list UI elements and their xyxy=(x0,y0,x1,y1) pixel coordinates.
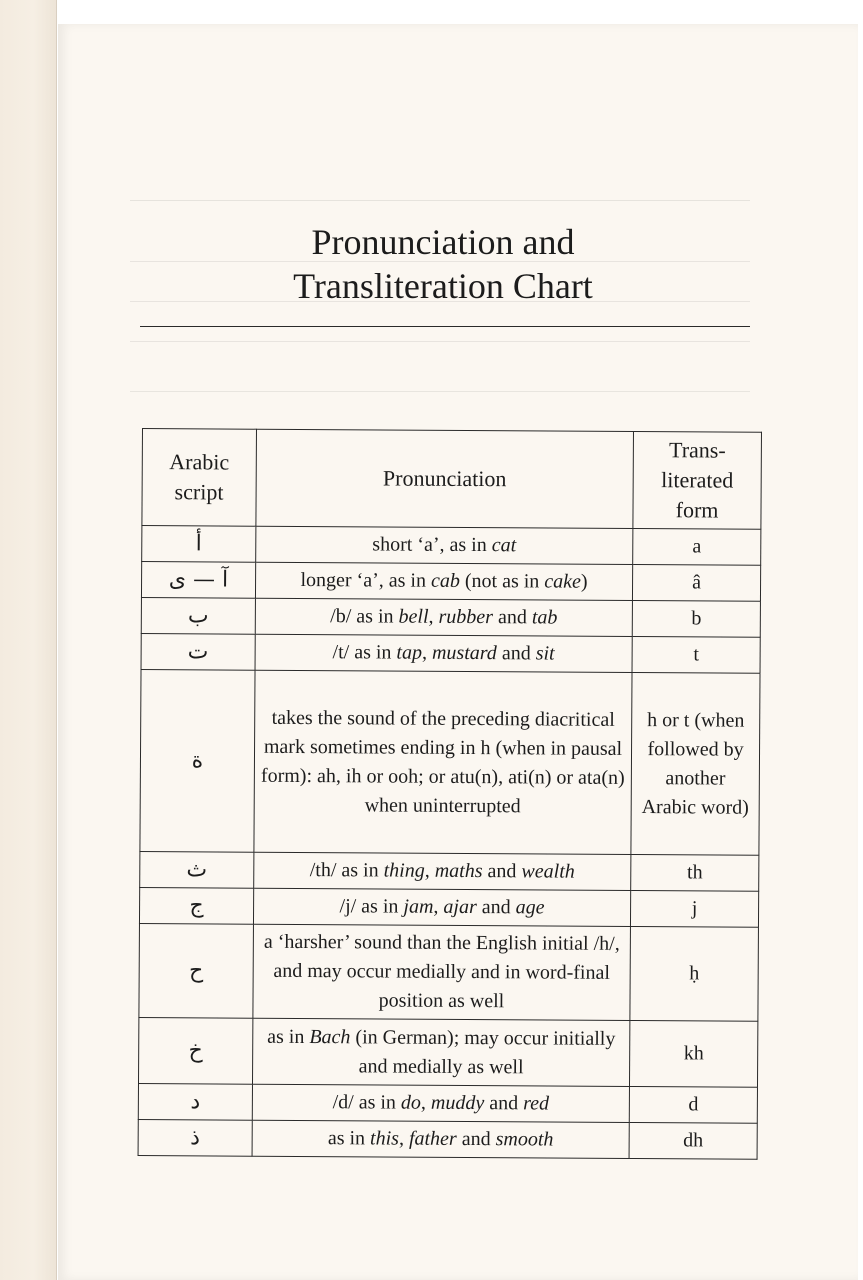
table-row xyxy=(138,1119,757,1159)
arabic-letter-cell: ج xyxy=(139,887,253,924)
example-word: thing xyxy=(383,859,425,882)
header-transliterated-form: Trans-literated form xyxy=(633,432,761,530)
transliteration-cell: b xyxy=(632,600,760,637)
pronunciation-text: (in German); may occur initially and medially as well xyxy=(350,1025,616,1078)
pronunciation-text: , xyxy=(420,1091,432,1114)
pronunciation-text: and xyxy=(482,860,522,883)
table-body xyxy=(138,526,761,1160)
table-row xyxy=(141,597,760,637)
pronunciation-text: short ‘a’, as in xyxy=(372,533,492,557)
example-word: do xyxy=(400,1091,422,1114)
pronunciation-cell xyxy=(252,1084,629,1122)
title-line-2: Transliteration Chart xyxy=(293,266,593,306)
pronunciation-text: /j/ as in xyxy=(339,895,404,918)
pronunciation-cell xyxy=(253,888,630,926)
pronunciation-cell xyxy=(252,1018,630,1086)
arabic-letter-cell: ح xyxy=(139,923,253,1018)
transliteration-cell: kh xyxy=(630,1020,758,1087)
pronunciation-text: , xyxy=(421,641,433,664)
arabic-letter-cell: ذ xyxy=(138,1119,252,1156)
arabic-letter-cell: ة xyxy=(140,669,255,852)
transliteration-cell: h or t (when followed by another Arabic word) xyxy=(631,672,760,855)
pronunciation-cell xyxy=(254,670,632,854)
table-row xyxy=(142,526,761,566)
arabic-letter-cell: خ xyxy=(138,1017,252,1084)
table-header-row xyxy=(142,429,762,530)
transliteration-cell: dh xyxy=(629,1122,757,1159)
arabic-letter-cell: آ — ى xyxy=(141,562,255,599)
transliteration-cell: d xyxy=(629,1086,757,1123)
example-word: rubber xyxy=(438,605,494,629)
example-word: this xyxy=(370,1127,400,1150)
table-row xyxy=(141,562,760,602)
pronunciation-text: /b/ as in xyxy=(330,605,399,628)
transliteration-table xyxy=(138,428,762,1160)
pronunciation-cell xyxy=(255,562,632,600)
arabic-letter-cell: ب xyxy=(141,597,255,634)
example-word: jam xyxy=(403,895,434,918)
example-word: mustard xyxy=(431,641,497,665)
table-row xyxy=(141,633,760,673)
pronunciation-text: takes the sound of the preceding diacritical mark sometimes ending in h (when in pausal form): ah, ih or ooh; or atu(n), ati(n) or ata(n) when uninterrupted xyxy=(260,706,625,817)
table-row xyxy=(140,851,759,891)
table-row xyxy=(138,1017,757,1087)
example-word: Bach xyxy=(309,1025,351,1048)
pronunciation-text: as in xyxy=(267,1025,310,1048)
transliteration-cell: th xyxy=(631,854,759,891)
example-word: red xyxy=(523,1092,550,1115)
example-word: tab xyxy=(531,606,558,629)
pronunciation-text: /t/ as in xyxy=(332,641,397,664)
pronunciation-text: and xyxy=(484,1092,524,1115)
pronunciation-text: , xyxy=(424,859,435,882)
example-word: father xyxy=(408,1127,457,1150)
transliteration-cell: ḥ xyxy=(630,926,758,1021)
pronunciation-text: a ‘harsher’ sound than the English initial /h/, and may occur medially and in word-final position as well xyxy=(263,930,620,1013)
transliteration-cell: a xyxy=(633,529,761,566)
pronunciation-text: and xyxy=(456,1127,496,1151)
transliteration-cell: j xyxy=(631,890,759,927)
pronunciation-text: and xyxy=(476,896,516,919)
pronunciation-text: /d/ as in xyxy=(332,1091,402,1114)
example-word: cat xyxy=(491,534,517,557)
pronunciation-text: as in xyxy=(327,1127,371,1150)
example-word: age xyxy=(515,896,545,919)
pronunciation-cell xyxy=(255,598,632,636)
header-arabic-script: Arabic script xyxy=(142,429,256,527)
transliteration-cell: t xyxy=(632,636,760,673)
pronunciation-cell xyxy=(252,1120,629,1158)
transliteration-cell: â xyxy=(633,565,761,602)
title-rule xyxy=(140,326,750,327)
example-word: cab xyxy=(430,569,460,592)
example-word: muddy xyxy=(430,1091,485,1115)
arabic-letter-cell: أ xyxy=(142,526,256,563)
arabic-letter-cell: ث xyxy=(140,851,254,888)
table-row xyxy=(139,887,758,927)
pronunciation-text: (not as in xyxy=(459,569,545,593)
example-word: ajar xyxy=(443,895,477,919)
table-row xyxy=(140,669,760,855)
title-line-1: Pronunciation and xyxy=(311,222,575,262)
pronunciation-text: and xyxy=(496,642,536,665)
left-page-edge xyxy=(0,0,57,1280)
table-row xyxy=(138,1083,757,1123)
arabic-letter-cell: د xyxy=(138,1083,252,1120)
example-word: wealth xyxy=(521,860,575,883)
example-word: sit xyxy=(535,642,555,665)
pronunciation-text: , xyxy=(433,895,444,918)
example-word: smooth xyxy=(495,1128,554,1151)
pronunciation-text: /th/ as in xyxy=(309,859,384,882)
pronunciation-text: and xyxy=(492,606,532,629)
example-word: maths xyxy=(434,859,483,883)
table-row xyxy=(139,923,759,1021)
pronunciation-cell xyxy=(254,852,631,890)
pronunciation-cell xyxy=(256,526,633,564)
pronunciation-cell xyxy=(255,634,632,672)
arabic-letter-cell: ت xyxy=(141,633,255,670)
example-word: bell xyxy=(398,605,429,628)
example-word: tap xyxy=(396,641,423,664)
example-word: cake xyxy=(544,570,582,593)
pronunciation-cell xyxy=(253,924,631,1020)
page-title xyxy=(140,220,746,308)
pronunciation-text: , xyxy=(398,1127,410,1150)
header-pronunciation: Pronunciation xyxy=(256,429,634,528)
pronunciation-text: longer ‘a’, as in xyxy=(300,568,432,592)
pronunciation-text: , xyxy=(428,605,439,628)
pronunciation-text: ) xyxy=(580,570,588,593)
